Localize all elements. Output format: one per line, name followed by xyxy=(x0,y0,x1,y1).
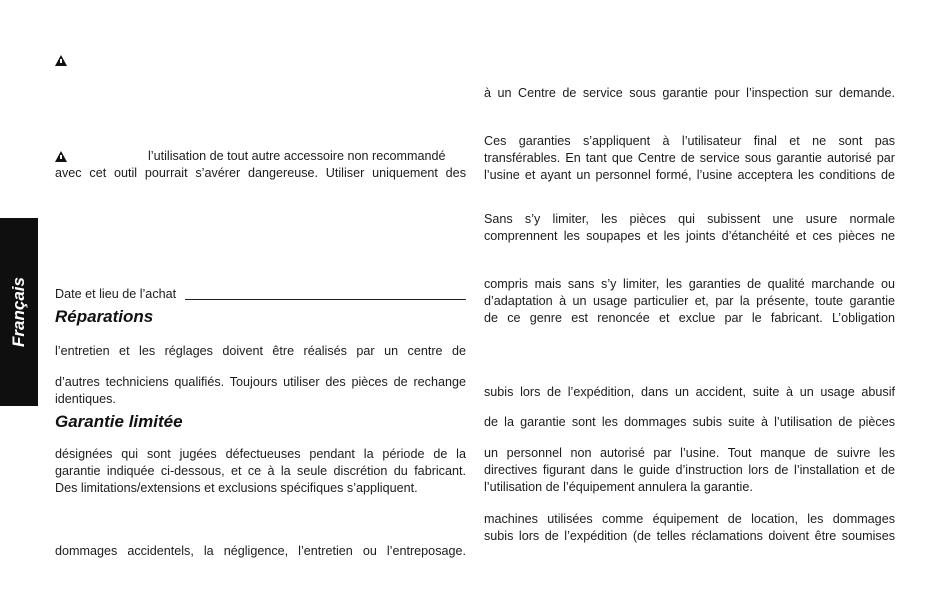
body-text-line: Ces garanties s’appliquent à l’utilisateur final et ne sont pas xyxy=(484,134,895,148)
body-text-line: d’adaptation à un usage particulier et, par la présente, toute garantie xyxy=(484,294,895,308)
body-text-line: l’utilisation de l’équipement annulera la garantie. xyxy=(484,480,753,494)
body-text-line: subis lors de l’expédition (de telles réclamations doivent être soumises xyxy=(484,529,895,543)
repairs-heading: Réparations xyxy=(55,307,154,326)
purchase-date-field-line xyxy=(185,299,466,300)
body-text-line: machines utilisées comme équipement de location, les dommages xyxy=(484,512,895,526)
body-text-line: compris mais sans s’y limiter, les garanties de qualité marchande ou xyxy=(484,277,895,291)
body-text-line: directives figurant dans le guide d’instruction lors de l’installation et de xyxy=(484,463,895,477)
warranty-text-line: garantie indiquée ci-dessous, et ce à la seule discrétion du fabricant. xyxy=(55,464,466,478)
limited-warranty-heading: Garantie limitée xyxy=(55,412,183,431)
warning-text-line: avec cet outil pourrait s’avérer dangereuse. Utiliser uniquement des xyxy=(55,166,466,180)
body-text-line: de la garantie sont les dommages subis suite à l’utilisation de pièces xyxy=(484,415,895,429)
body-text-line: comprennent les soupapes et les joints d’étanchéité et ces pièces ne xyxy=(484,229,895,243)
body-text-line: subis lors de l’expédition, dans un accident, suite à un usage abusif xyxy=(484,385,895,399)
body-text-line: transférables. En tant que Centre de service sous garantie autorisé par xyxy=(484,151,895,165)
body-text-line: Sans s’y limiter, les pièces qui subissent une usure normale xyxy=(484,212,895,226)
warranty-text-line: Des limitations/extensions et exclusions spécifiques s’appliquent. xyxy=(55,481,418,495)
body-text-line: l’usine et ayant un personnel formé, l’usine acceptera les conditions de xyxy=(484,168,895,182)
body-text-line: un personnel non autorisé par l’usine. Tout manque de suivre les xyxy=(484,446,895,460)
repairs-text-line: d’autres techniciens qualifiés. Toujours utiliser des pièces de rechange xyxy=(55,375,466,389)
purchase-date-label: Date et lieu de l’achat xyxy=(55,287,177,301)
warning-triangle-icon xyxy=(55,55,67,66)
warranty-text-line: dommages accidentels, la négligence, l’entretien ou l’entreposage. xyxy=(55,544,466,558)
body-text-line: à un Centre de service sous garantie pour l’inspection sur demande. xyxy=(484,86,895,100)
repairs-text-line: l’entretien et les réglages doivent être réalisés par un centre de xyxy=(55,344,466,358)
warning-text-line: l’utilisation de tout autre accessoire non recommandé xyxy=(148,149,446,163)
warning-triangle-icon xyxy=(55,151,67,162)
body-text-line: de ce genre est renoncée et exclue par le fabricant. L’obligation xyxy=(484,311,895,325)
language-label: Français xyxy=(9,277,28,347)
warranty-text-line: désignées qui sont jugées défectueuses pendant la période de la xyxy=(55,447,466,461)
language-side-tab xyxy=(0,218,38,406)
repairs-text-line: identiques. xyxy=(55,392,116,406)
